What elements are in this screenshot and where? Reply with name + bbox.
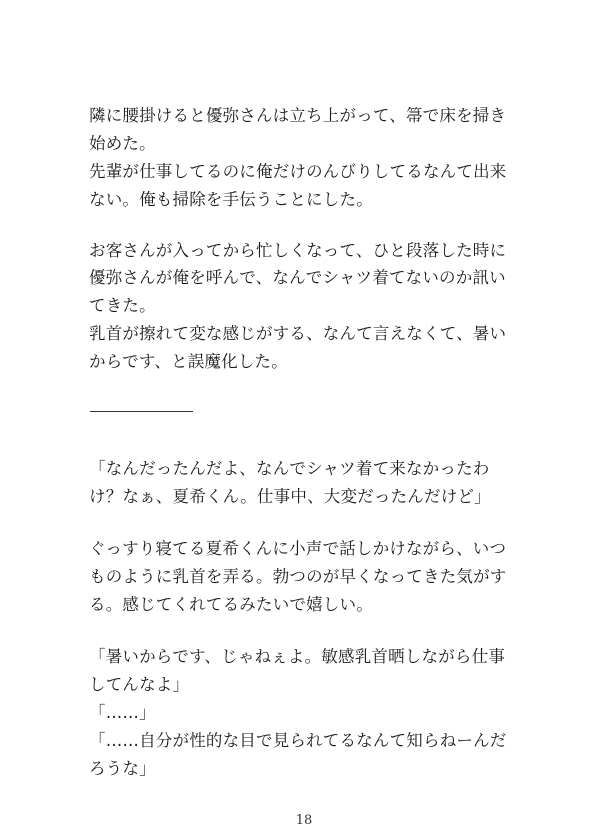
- page-number: 18: [295, 813, 313, 828]
- text-line: 優弥さんが俺を呼んで、なんでシャツ着てないのか訊い: [89, 268, 506, 287]
- text-line: る。感じてくれてるみたいで嬉しい。: [89, 595, 373, 614]
- scene-separator: [90, 411, 193, 412]
- text-line: 「暑いからです、じゃねぇよ。敏感乳首晒しながら仕事: [89, 647, 506, 666]
- text-line: お客さんが入ってから忙しくなって、ひと段落した時に: [89, 241, 507, 260]
- text-line: ろうな」: [89, 759, 156, 778]
- text-line: てきた。: [89, 296, 156, 315]
- text-line: 「……」: [89, 703, 156, 722]
- text-line: 「なんだったんだよ、なんでシャツ着て来なかったわ: [89, 459, 490, 478]
- text-line: ない。俺も掃除を手伝うことにした。: [89, 190, 373, 209]
- text-line: 隣に腰掛けると優弥さんは立ち上がって、箒で床を掃き: [89, 106, 507, 125]
- text-line: ものように乳首を弄る。勃つのが早くなってきた気がす: [89, 567, 507, 586]
- text-line: 始めた。: [89, 134, 156, 153]
- text-line: 乳首が擦れて変な感じがする、なんて言えなくて、暑い: [89, 324, 507, 343]
- text-line: 先輩が仕事してるのに俺だけのんびりしてるなんて出来: [89, 162, 507, 181]
- text-line: ぐっすり寝てる夏希くんに小声で話しかけながら、いつ: [89, 539, 507, 558]
- text-line: け？なぁ、夏希くん。仕事中、大変だったんだけど」: [89, 487, 491, 506]
- text-line: からです、と誤魔化した。: [89, 352, 288, 371]
- text-line: 「……自分が性的な目で見られてるなんて知らねーんだ: [89, 731, 507, 750]
- text-line: してんなよ」: [89, 675, 190, 694]
